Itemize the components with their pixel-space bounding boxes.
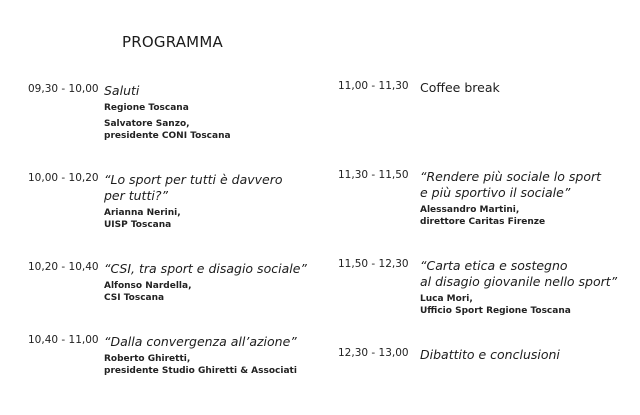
program-speaker: Alfonso Nardella, CSI Toscana (104, 281, 192, 303)
program-speaker: Arianna Nerini, UISP Toscana (104, 208, 181, 230)
program-time: 09,30 - 10,00 (28, 83, 99, 95)
program-time: 10,00 - 10,20 (28, 172, 99, 184)
program-content (420, 80, 640, 96)
program-talk-title: “CSI, tra sport e disagio sociale” (104, 261, 307, 276)
program-time: 10,20 - 10,40 (28, 261, 99, 273)
program-content (420, 258, 640, 317)
program-content (104, 83, 319, 142)
program-talk-title: “Rendere più sociale lo sport e più sportivo il sociale” (420, 169, 602, 200)
program-time: 10,40 - 11,00 (28, 334, 99, 346)
program-talk-title: Dibattito e conclusioni (420, 347, 560, 362)
program-content (420, 347, 640, 363)
program-speaker: Alessandro Martini, direttore Caritas Firenze (420, 205, 546, 227)
program-talk-title: Coffee break (420, 80, 500, 95)
program-time: 12,30 - 13,00 (338, 347, 409, 359)
program-talk-title: “Dalla convergenza all’azione” (104, 334, 297, 349)
program-talk-title: “Lo sport per tutti è davvero per tutti?” (104, 172, 283, 203)
program-time: 11,50 - 12,30 (338, 258, 409, 270)
program-talk-title: Saluti (104, 83, 140, 98)
program-speaker: Luca Mori, Ufficio Sport Regione Toscana (420, 294, 571, 316)
page-title: PROGRAMMA (122, 33, 223, 51)
program-speaker: Regione Toscana (104, 103, 189, 113)
program-time: 11,30 - 11,50 (338, 169, 409, 181)
program-content (420, 169, 640, 228)
program-speaker: Salvatore Sanzo, presidente CONI Toscana (104, 119, 231, 141)
program-talk-title: “Carta etica e sostegno al disagio giovanile nello sport” (420, 258, 618, 289)
program-content (104, 172, 319, 231)
program-time: 11,00 - 11,30 (338, 80, 409, 92)
program-speaker: Roberto Ghiretti, presidente Studio Ghiretti & Associati (104, 354, 297, 376)
program-content (104, 334, 319, 377)
program-content (104, 261, 319, 304)
